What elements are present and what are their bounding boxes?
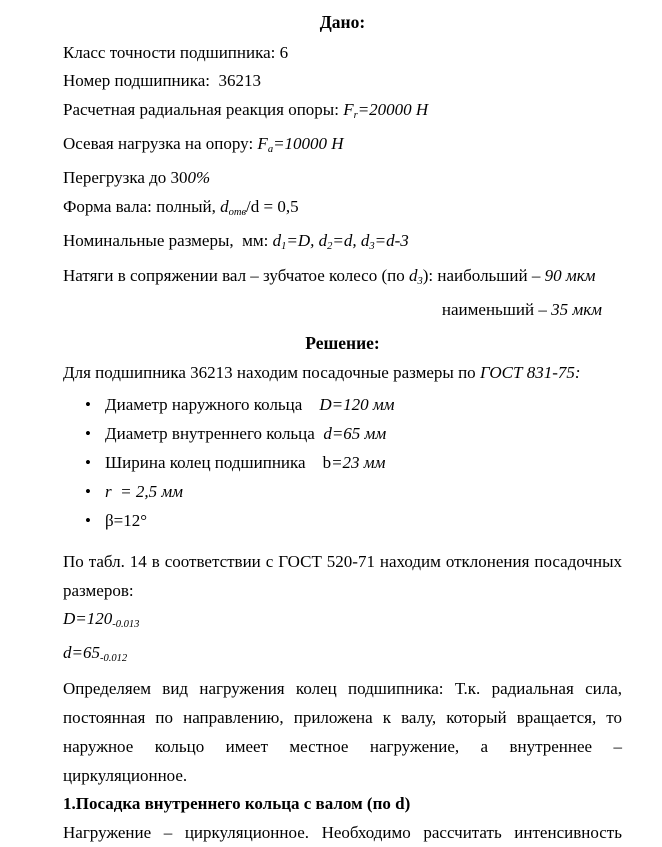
text-segment: Решение:: [305, 332, 380, 353]
text-segment: d: [409, 265, 418, 285]
line-radial-reaction: [63, 96, 622, 130]
text-segment: Форма вала: полный,: [63, 196, 221, 216]
text-segment: 1: [281, 241, 287, 253]
text-segment: =d, d: [332, 231, 370, 251]
bullet-icon: •: [85, 423, 91, 443]
line-overload: [63, 164, 622, 193]
text-segment: 0%: [187, 168, 211, 188]
formula-d-deviation: [63, 639, 622, 673]
text-segment: Номинальные размеры, мм:: [63, 231, 273, 251]
bearing-dimensions-list: [63, 390, 622, 535]
bullet-item-text: [105, 419, 386, 448]
text-segment: Диаметр наружного кольца: [105, 394, 320, 414]
given-heading: [63, 8, 622, 37]
text-segment: F: [343, 99, 354, 119]
text-segment: По табл. 14 в соответствии с ГОСТ 520-71 находим отклонения посадочных размеров:: [63, 551, 622, 600]
bullet-item: [63, 448, 622, 477]
text-segment: Дано:: [319, 12, 366, 32]
text-segment: 35 мкм: [551, 300, 602, 320]
bullet-item-text: [105, 390, 395, 419]
line-interference-min: [63, 296, 622, 325]
bullet-item: [63, 506, 622, 535]
line-gost-sizes: [63, 359, 622, 388]
para-loading-calc: [63, 818, 622, 847]
text-segment: d: [272, 231, 282, 251]
line-axial-load: [63, 130, 622, 164]
para-loading-type: [63, 674, 622, 790]
text-segment: Натяги в сопряжении вал – зубчатое колесо (по: [63, 265, 409, 285]
text-segment: Определяем вид нагружения колец подшипника: Т.к. радиальная сила, постоянная по направлению, приложена к валу, который вращается, то наружное кольцо имеет местное нагружение, а внутреннее – циркуляционное.: [63, 678, 622, 785]
text-segment: Перегрузка до 30: [63, 168, 188, 188]
text-segment: r = 2,5 мм: [105, 481, 184, 501]
text-segment: -0.013: [112, 618, 140, 630]
bullet-item-text: [105, 477, 183, 506]
bullet-icon: •: [85, 481, 91, 501]
line-shaft-form: [63, 193, 622, 227]
text-segment: -0.012: [99, 653, 128, 665]
text-segment: =20000 Н: [357, 99, 429, 119]
line-bearing-number: [63, 67, 622, 96]
text-segment: Ширина колец подшипника b: [105, 452, 332, 472]
line-interference-max: [63, 262, 622, 296]
bullet-icon: •: [85, 394, 91, 414]
text-segment: /d = 0,5: [246, 196, 299, 216]
text-segment: β=12°: [105, 510, 148, 530]
text-segment: Номер подшипника: 36213: [63, 71, 262, 90]
text-segment: d=65: [63, 643, 100, 663]
text-segment: d=65 мм: [323, 423, 387, 443]
bullet-item: [63, 390, 622, 419]
text-segment: наименьший –: [441, 300, 552, 320]
text-segment: 90 мкм: [544, 265, 596, 285]
text-segment: 3: [369, 241, 375, 253]
bullet-item-text: [105, 506, 147, 535]
text-segment: отв: [228, 206, 247, 218]
text-segment: 3: [417, 275, 423, 287]
text-segment: D=120: [63, 608, 113, 628]
text-segment: =23 мм: [331, 452, 386, 472]
line-precision-class: [63, 39, 622, 68]
line-nominal-sizes: [63, 227, 622, 261]
bullet-item-text: [105, 448, 386, 477]
solution-heading: [63, 329, 622, 358]
text-segment: F: [257, 133, 268, 153]
formula-D-deviation: [63, 605, 622, 639]
bullet-item: [63, 477, 622, 506]
text-segment: Осевая нагрузка на опору:: [63, 133, 258, 153]
text-segment: =D, d: [286, 231, 328, 251]
text-segment: d: [220, 196, 229, 216]
bullet-item: [63, 419, 622, 448]
text-segment: 2: [327, 241, 333, 253]
text-segment: =d-3: [374, 231, 409, 251]
text-segment: a: [267, 143, 274, 155]
para-deviations: [63, 547, 622, 605]
text-segment: 1.Посадка внутреннего кольца с валом (по d): [63, 793, 411, 813]
text-segment: ГОСТ 831-75:: [479, 363, 581, 383]
text-segment: Диаметр внутреннего кольца: [105, 423, 324, 443]
text-segment: Расчетная радиальная реакция опоры:: [63, 99, 344, 119]
text-segment: ): наибольший –: [422, 265, 545, 285]
text-segment: r: [353, 109, 358, 121]
text-segment: D=120 мм: [319, 394, 395, 414]
bullet-icon: •: [85, 452, 91, 472]
text-segment: Нагружение – циркуляционное. Необходимо рассчитать интенсивность: [63, 823, 622, 843]
text-segment: Класс точности подшипника: 6: [63, 42, 289, 62]
text-segment: =10000 Н: [273, 133, 344, 153]
bullet-icon: •: [85, 510, 91, 530]
heading-fit-inner-ring: [63, 790, 622, 819]
text-segment: Для подшипника 36213 находим посадочные размеры по: [63, 363, 480, 383]
